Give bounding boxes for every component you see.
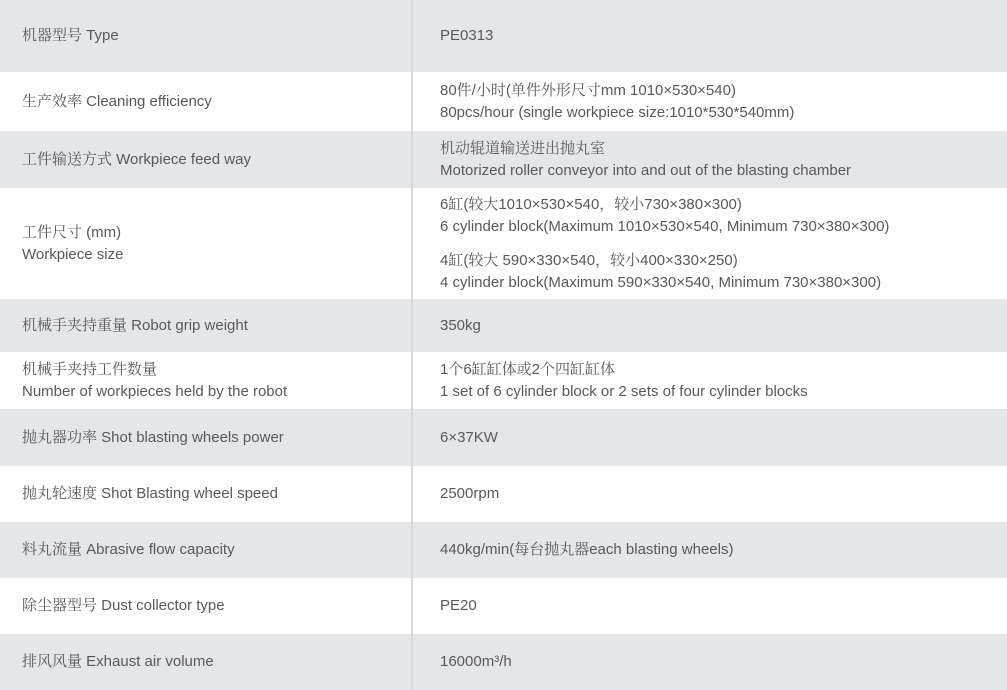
table-row [0, 188, 1007, 299]
spec-value-cn: 6缸(较大1010×530×540，较小730×380×300) [440, 195, 742, 213]
spec-value-cell [412, 483, 1007, 505]
spec-value-group [440, 427, 995, 449]
spec-label: 工件输送方式 Workpiece feed way [22, 150, 251, 168]
spec-value-group-4cyl [440, 250, 995, 294]
spec-label-cell [0, 359, 412, 403]
spec-value-en: 6 cylinder block(Maximum 1010×530×540, Minimum 730×380×300) [440, 217, 890, 235]
spec-value-group [440, 595, 995, 617]
spec-value: 2500rpm [440, 485, 500, 502]
table-row [0, 522, 1007, 578]
spec-value-cell [412, 595, 1007, 617]
spec-value-cell [412, 194, 1007, 294]
spec-value-group [440, 539, 995, 561]
spec-label-cell [0, 539, 412, 561]
spec-value-cn: 80件/小时(单件外形尺寸mm 1010×530×540) [440, 81, 736, 99]
spec-value-cn: 1个6缸缸体或2个四缸缸体 [440, 360, 616, 378]
spec-label: 料丸流量 Abrasive flow capacity [22, 541, 235, 558]
table-row [0, 578, 1007, 634]
spec-label-cell [0, 651, 412, 673]
spec-value-cn: 4缸(较大 590×330×540，较小400×330×250) [440, 251, 738, 269]
spec-value-group [440, 138, 995, 182]
spec-label: 机械手夹持重量 Robot grip weight [22, 316, 248, 334]
spec-value: 440kg/min(每台抛丸器each blasting wheels) [440, 541, 734, 558]
spec-value-cell [412, 427, 1007, 449]
table-row [0, 299, 1007, 352]
spec-value-group [440, 483, 995, 505]
spec-label: 抛丸轮速度 Shot Blasting wheel speed [22, 485, 278, 502]
spec-label-cell [0, 222, 412, 266]
spec-label: 抛丸器功率 Shot blasting wheels power [22, 428, 284, 446]
spec-value: 6×37KW [440, 428, 498, 446]
spec-value-group [440, 315, 995, 337]
table-row [0, 466, 1007, 522]
table-row [0, 0, 1007, 72]
spec-label-en: Workpiece size [22, 245, 124, 263]
spec-value-en: 4 cylinder block(Maximum 590×330×540, Minimum 730×380×300) [440, 273, 882, 291]
spec-label: 排风风量 Exhaust air volume [22, 653, 214, 670]
spec-value: 16000m³/h [440, 653, 512, 670]
spec-label-cn: 机械手夹持工件数量 [22, 360, 158, 378]
spec-value-en: Motorized roller conveyor into and out of the blasting chamber [440, 161, 852, 179]
table-row [0, 634, 1007, 690]
table-row [0, 352, 1007, 409]
spec-label-cell [0, 483, 412, 505]
spec-label: 生产效率 Cleaning efficiency [22, 92, 212, 110]
spec-value: PE20 [440, 597, 477, 614]
spec-label-cell [0, 427, 412, 449]
table-row [0, 72, 1007, 131]
spec-value: 350kg [440, 316, 481, 334]
spec-label-cell [0, 25, 412, 47]
spec-value-group [440, 651, 995, 673]
spec-label: 除尘器型号 Dust collector type [22, 597, 225, 614]
spec-label: 机器型号 Type [22, 27, 119, 44]
spec-value-cell [412, 539, 1007, 561]
spec-value-group [440, 80, 995, 124]
spec-value: PE0313 [440, 27, 494, 44]
spec-value-cell [412, 315, 1007, 337]
spec-value-cell [412, 138, 1007, 182]
spec-value-cell [412, 651, 1007, 673]
spec-value-en: 1 set of 6 cylinder block or 2 sets of four cylinder blocks [440, 382, 808, 400]
spec-value-group [440, 359, 995, 403]
spec-value-cell [412, 80, 1007, 124]
spec-label-cell [0, 595, 412, 617]
table-row [0, 409, 1007, 466]
spec-value-cell [412, 359, 1007, 403]
spec-value-cell [412, 25, 1007, 47]
spec-label-cell [0, 315, 412, 337]
spec-value-en: 80pcs/hour (single workpiece size:1010*530*540mm) [440, 103, 795, 121]
spec-label-cell [0, 91, 412, 113]
spec-label-cell [0, 149, 412, 171]
table-row [0, 131, 1007, 188]
spec-value-group [440, 25, 995, 47]
spec-value-cn: 机动辊道输送进出抛丸室 [440, 139, 606, 157]
column-divider [411, 0, 413, 690]
spec-label-en: Number of workpieces held by the robot [22, 382, 288, 400]
spec-value-group-6cyl [440, 194, 995, 238]
spec-label-cn: 工件尺寸 (mm) [22, 223, 122, 241]
